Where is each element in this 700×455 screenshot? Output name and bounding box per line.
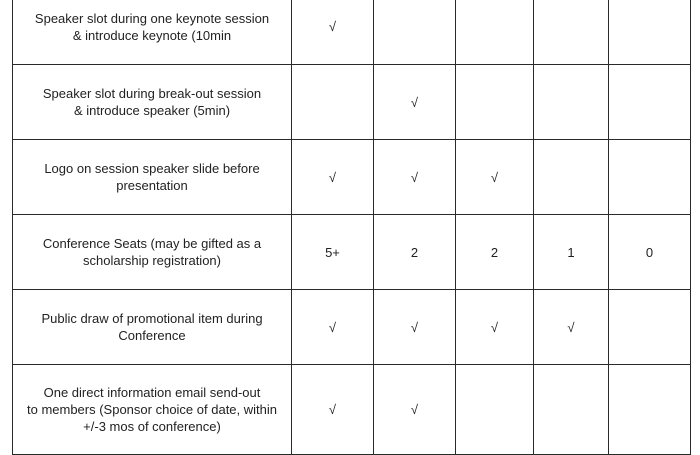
tier-1-cell: √ xyxy=(292,0,374,65)
benefit-label-line: scholarship registration) xyxy=(82,253,221,268)
tier-4-cell xyxy=(534,365,609,455)
benefit-label-line: Speaker slot during break-out session xyxy=(42,86,262,101)
table-row xyxy=(13,65,691,140)
tier-5-cell: 0 xyxy=(609,215,691,290)
table-row xyxy=(13,0,691,65)
tier-5-cell xyxy=(609,365,691,455)
table-row xyxy=(13,140,691,215)
tier-5-cell xyxy=(609,65,691,140)
sponsorship-benefits-table xyxy=(12,0,691,455)
tier-5-cell xyxy=(609,0,691,65)
tier-2-cell xyxy=(374,0,456,65)
tier-5-cell xyxy=(609,290,691,365)
tier-1-cell: √ xyxy=(292,365,374,455)
benefit-label-line: & introduce speaker (5min) xyxy=(73,103,231,118)
tier-1-cell: 5+ xyxy=(292,215,374,290)
benefit-label-line: One direct information email send-out xyxy=(43,385,261,400)
table-row xyxy=(13,290,691,365)
benefit-label-line: Logo on session speaker slide before xyxy=(44,161,260,176)
tier-5-cell xyxy=(609,140,691,215)
tier-4-cell: 1 xyxy=(534,215,609,290)
benefit-label xyxy=(13,140,292,215)
tier-3-cell: √ xyxy=(456,290,534,365)
benefit-label-line: to members (Sponsor choice of date, within xyxy=(26,402,277,417)
benefit-label-line: Conference Seats (may be gifted as a xyxy=(42,236,262,251)
tier-2-cell: √ xyxy=(374,65,456,140)
tier-2-cell: √ xyxy=(374,365,456,455)
benefit-label xyxy=(13,65,292,140)
tier-3-cell xyxy=(456,65,534,140)
benefit-label xyxy=(13,365,292,455)
benefit-label-line: Speaker slot during one keynote session xyxy=(34,10,270,26)
tier-1-cell: √ xyxy=(292,290,374,365)
benefit-label-line: presentation xyxy=(116,178,188,193)
tier-1-cell xyxy=(292,65,374,140)
table-row xyxy=(13,365,691,455)
table-row xyxy=(13,215,691,290)
benefit-label xyxy=(13,215,292,290)
benefit-label-line: & introduce keynote (10min xyxy=(72,27,232,43)
tier-3-cell: 2 xyxy=(456,215,534,290)
tier-4-cell xyxy=(534,140,609,215)
tier-2-cell: √ xyxy=(374,140,456,215)
tier-3-cell: √ xyxy=(456,140,534,215)
benefit-label-line: Conference xyxy=(118,328,186,343)
benefit-label xyxy=(13,0,292,65)
tier-3-cell xyxy=(456,0,534,65)
benefit-label-line: Public draw of promotional item during xyxy=(41,311,263,326)
tier-4-cell: √ xyxy=(534,290,609,365)
tier-2-cell: √ xyxy=(374,290,456,365)
tier-4-cell xyxy=(534,0,609,65)
tier-2-cell: 2 xyxy=(374,215,456,290)
benefit-label xyxy=(13,290,292,365)
benefit-label-line: +/-3 mos of conference) xyxy=(83,419,221,434)
tier-3-cell xyxy=(456,365,534,455)
tier-1-cell: √ xyxy=(292,140,374,215)
tier-4-cell xyxy=(534,65,609,140)
